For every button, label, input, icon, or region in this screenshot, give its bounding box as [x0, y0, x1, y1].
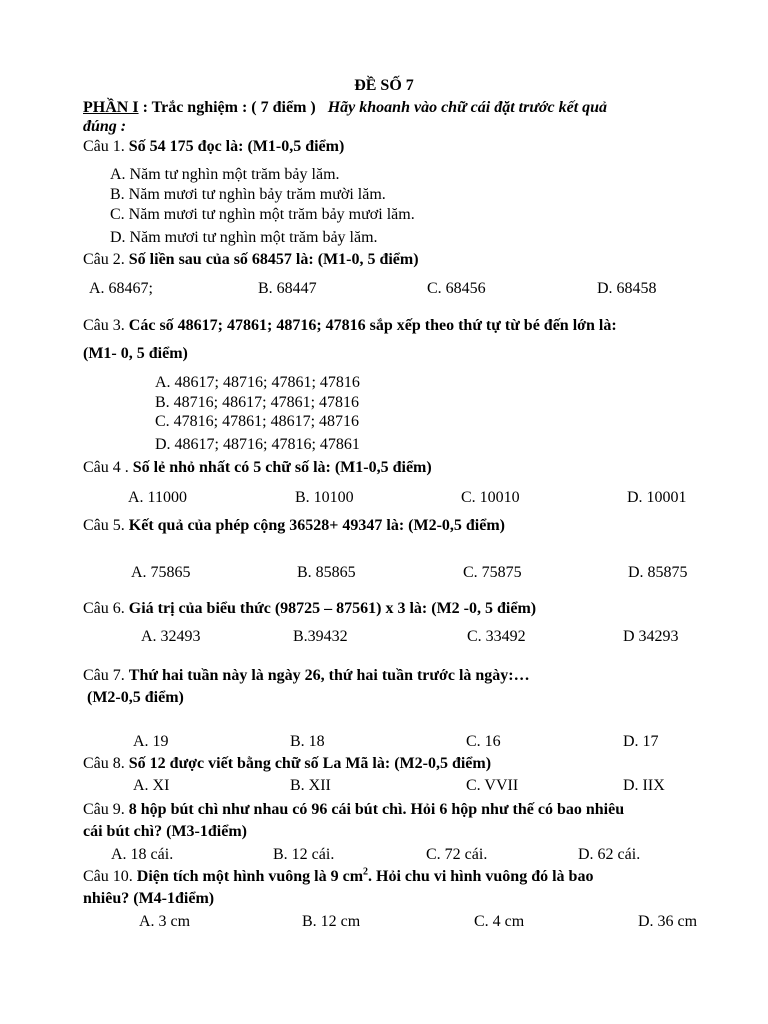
question-2: [83, 250, 419, 270]
q2-option-c[interactable]: C. 68456: [427, 280, 486, 297]
question-9-cont: cái bút chì? (M3-1điểm): [83, 823, 247, 840]
part1-instruction-cont: đúng :: [83, 118, 127, 135]
q2-option-b[interactable]: B. 68447: [258, 280, 317, 297]
q6-option-b[interactable]: B.39432: [293, 628, 348, 645]
q3-option-d[interactable]: D. 48617; 48716; 47816; 47861: [155, 436, 360, 453]
question-text: Thứ hai tuần này là ngày 26, thứ hai tuần trước là ngày:…: [128, 667, 530, 684]
q7-option-c[interactable]: C. 16: [466, 733, 501, 750]
q3-option-c[interactable]: C. 47816; 47861; 48617; 48716: [155, 413, 360, 430]
question-7: [83, 666, 530, 686]
q4-option-d[interactable]: D. 10001: [627, 489, 687, 506]
q5-option-c[interactable]: C. 75875: [463, 564, 522, 581]
superscript: 2: [363, 866, 369, 878]
question-4: [83, 458, 432, 478]
q10-option-d[interactable]: D. 36 cm: [638, 913, 698, 930]
q4-option-a[interactable]: A. 11000: [128, 489, 187, 506]
q1-option-b[interactable]: B. Năm mươi tư nghìn bảy trăm mười lăm.: [110, 186, 386, 203]
question-text: Diện tích một hình vuông là 9 cm: [136, 868, 364, 885]
question-9: [83, 800, 624, 820]
q8-option-c[interactable]: C. VVII: [466, 777, 519, 794]
q4-option-c[interactable]: C. 10010: [461, 489, 520, 506]
question-number: Câu 8.: [83, 755, 129, 772]
question-number: Câu 7.: [83, 667, 129, 684]
part1-label: PHẦN I: [83, 99, 139, 116]
q7-option-a[interactable]: A. 19: [133, 733, 169, 750]
part1-name: Trắc nghiệm : ( 7 điểm ): [151, 99, 316, 116]
q8-option-b[interactable]: B. XII: [290, 777, 331, 794]
question-text: Số liền sau của số 68457 là: (M1-0, 5 điểm): [128, 251, 419, 268]
question-text: Số 12 được viết bằng chữ số La Mã là: (M2-0,5 điểm): [128, 755, 492, 772]
q4-option-b[interactable]: B. 10100: [295, 489, 354, 506]
q7-option-d[interactable]: D. 17: [623, 733, 659, 750]
question-8: [83, 754, 491, 774]
q1-option-a[interactable]: A. Năm tư nghìn một trăm bảy lăm.: [110, 166, 340, 183]
question-7-points: (M2-0,5 điểm): [87, 689, 184, 706]
question-text: Giá trị của biểu thức (98725 – 87561) x 3 là: (M2 -0, 5 điểm): [128, 600, 537, 617]
part1-heading: [83, 98, 607, 118]
q9-option-d[interactable]: D. 62 cái.: [578, 846, 641, 863]
q5-option-d[interactable]: D. 85875: [628, 564, 688, 581]
q10-option-a[interactable]: A. 3 cm: [139, 913, 191, 930]
question-number: Câu 4 .: [83, 459, 133, 476]
question-number: Câu 6.: [83, 600, 129, 617]
part1-instruction: Hãy khoanh vào chữ cái đặt trước kết quả: [327, 99, 608, 116]
question-number: Câu 9.: [83, 801, 129, 818]
part1-sep: :: [138, 99, 152, 116]
q9-option-b[interactable]: B. 12 cái.: [273, 846, 335, 863]
q9-option-c[interactable]: C. 72 cái.: [426, 846, 488, 863]
question-10: [83, 867, 593, 887]
q7-option-b[interactable]: B. 18: [290, 733, 325, 750]
question-text: Các số 48617; 47861; 48716; 47816 sắp xếp theo thứ tự từ bé đến lớn là:: [128, 317, 617, 334]
question-10-cont: nhiêu? (M4-1điểm): [83, 890, 215, 907]
question-text: Số 54 175 đọc là: (M1-0,5 điểm): [128, 138, 345, 155]
q1-option-c[interactable]: C. Năm mươi tư nghìn một trăm bảy mươi lăm.: [110, 206, 415, 223]
q1-option-d[interactable]: D. Năm mươi tư nghìn một trăm bảy lăm.: [110, 229, 378, 246]
question-3: [83, 316, 617, 336]
q8-option-d[interactable]: D. IIX: [623, 777, 665, 794]
q2-option-a[interactable]: A. 68467;: [89, 280, 153, 297]
question-1: [83, 137, 344, 157]
q8-option-a[interactable]: A. XI: [133, 777, 170, 794]
q6-option-c[interactable]: C. 33492: [467, 628, 526, 645]
question-number: Câu 2.: [83, 251, 129, 268]
q6-option-d[interactable]: D 34293: [623, 628, 679, 645]
question-number: Câu 3.: [83, 317, 129, 334]
question-number: Câu 5.: [83, 517, 129, 534]
question-6: [83, 599, 536, 619]
q3-option-a[interactable]: A. 48617; 48716; 47861; 47816: [155, 374, 360, 391]
q3-option-b[interactable]: B. 48716; 48617; 47861; 47816: [155, 394, 360, 411]
question-number: Câu 10.: [83, 868, 137, 885]
question-text-cont: . Hỏi chu vi hình vuông đó là bao: [368, 868, 594, 885]
question-text: 8 hộp bút chì như nhau có 96 cái bút chì. Hỏi 6 hộp như thế có bao nhiêu: [128, 801, 625, 818]
question-text: Số lẻ nhỏ nhất có 5 chữ số là: (M1-0,5 điểm): [132, 459, 432, 476]
question-5: [83, 516, 505, 536]
q10-option-b[interactable]: B. 12 cm: [302, 913, 361, 930]
question-text: Kết quả của phép cộng 36528+ 49347 là: (M2-0,5 điểm): [128, 517, 505, 534]
q2-option-d[interactable]: D. 68458: [597, 280, 657, 297]
exam-title: ĐỀ SỐ 7: [354, 77, 414, 94]
q6-option-a[interactable]: A. 32493: [141, 628, 201, 645]
question-3-points: (M1- 0, 5 điểm): [83, 345, 188, 362]
q5-option-b[interactable]: B. 85865: [297, 564, 356, 581]
q9-option-a[interactable]: A. 18 cái.: [111, 846, 174, 863]
q5-option-a[interactable]: A. 75865: [131, 564, 191, 581]
question-number: Câu 1.: [83, 138, 129, 155]
q10-option-c[interactable]: C. 4 cm: [474, 913, 525, 930]
